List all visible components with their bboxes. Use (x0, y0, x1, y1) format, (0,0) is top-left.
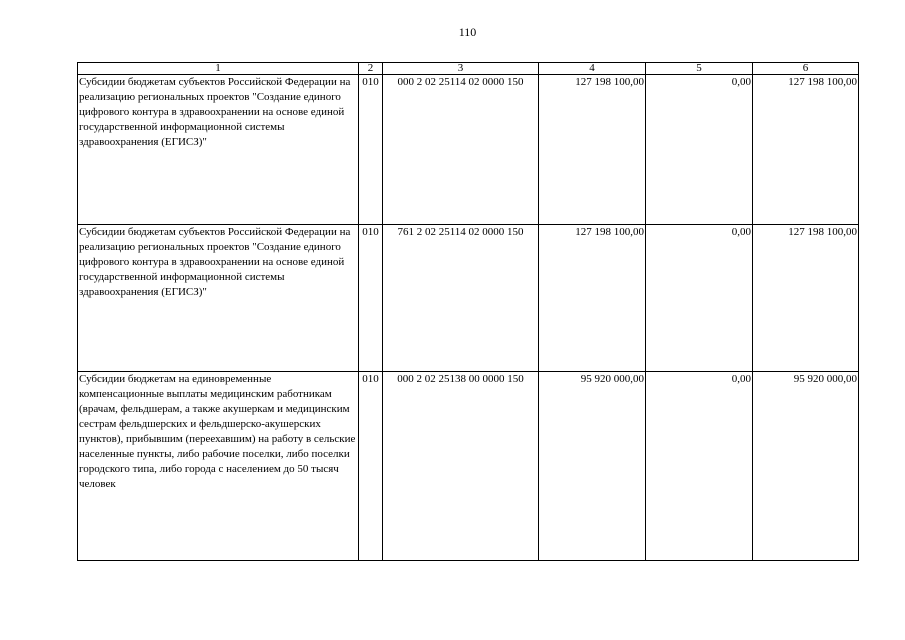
table-row (78, 372, 859, 561)
row-value-col6: 95 920 000,00 (753, 372, 859, 561)
row-value-col5: 0,00 (646, 75, 753, 225)
row-code: 000 2 02 25138 00 0000 150 (383, 372, 539, 561)
header-col-2: 2 (359, 63, 383, 75)
row-value-col5: 0,00 (646, 225, 753, 372)
header-col-6: 6 (753, 63, 859, 75)
row-chapter: 010 (359, 75, 383, 225)
row-name: Субсидии бюджетам субъектов Российской Федерации на реализацию региональных проектов "Создание единого цифрового контура в здравоохранении на основе единой государственной информационной системы здравоохранения (ЕГИСЗ)" (78, 75, 359, 225)
row-value-col4: 95 920 000,00 (539, 372, 646, 561)
header-col-1: 1 (78, 63, 359, 75)
header-col-3: 3 (383, 63, 539, 75)
row-code: 761 2 02 25114 02 0000 150 (383, 225, 539, 372)
row-value-col4: 127 198 100,00 (539, 75, 646, 225)
header-col-4: 4 (539, 63, 646, 75)
row-name: Субсидии бюджетам субъектов Российской Федерации на реализацию региональных проектов "Создание единого цифрового контура в здравоохранении на основе единой государственной информационной системы здравоохранения (ЕГИСЗ)" (78, 225, 359, 372)
row-chapter: 010 (359, 225, 383, 372)
row-chapter: 010 (359, 372, 383, 561)
header-col-5: 5 (646, 63, 753, 75)
page-number: 110 (458, 25, 477, 39)
row-code: 000 2 02 25114 02 0000 150 (383, 75, 539, 225)
row-value-col6: 127 198 100,00 (753, 225, 859, 372)
table-row (78, 75, 859, 225)
row-value-col4: 127 198 100,00 (539, 225, 646, 372)
row-value-col6: 127 198 100,00 (753, 75, 859, 225)
table-header-row (78, 63, 859, 75)
row-value-col5: 0,00 (646, 372, 753, 561)
row-name: Субсидии бюджетам на единовременные компенсационные выплаты медицинским работникам (врачам, фельдшерам, а также акушеркам и медицинским сестрам фельдшерских и фельдшерско-акушерских пунктов), прибывшим (переехавшим) на работу в сельские населенные пункты, либо рабочие поселки, либо поселки городского типа, либо города с населением до 50 тысяч человек (78, 372, 359, 561)
budget-table (77, 62, 859, 561)
table-row (78, 225, 859, 372)
